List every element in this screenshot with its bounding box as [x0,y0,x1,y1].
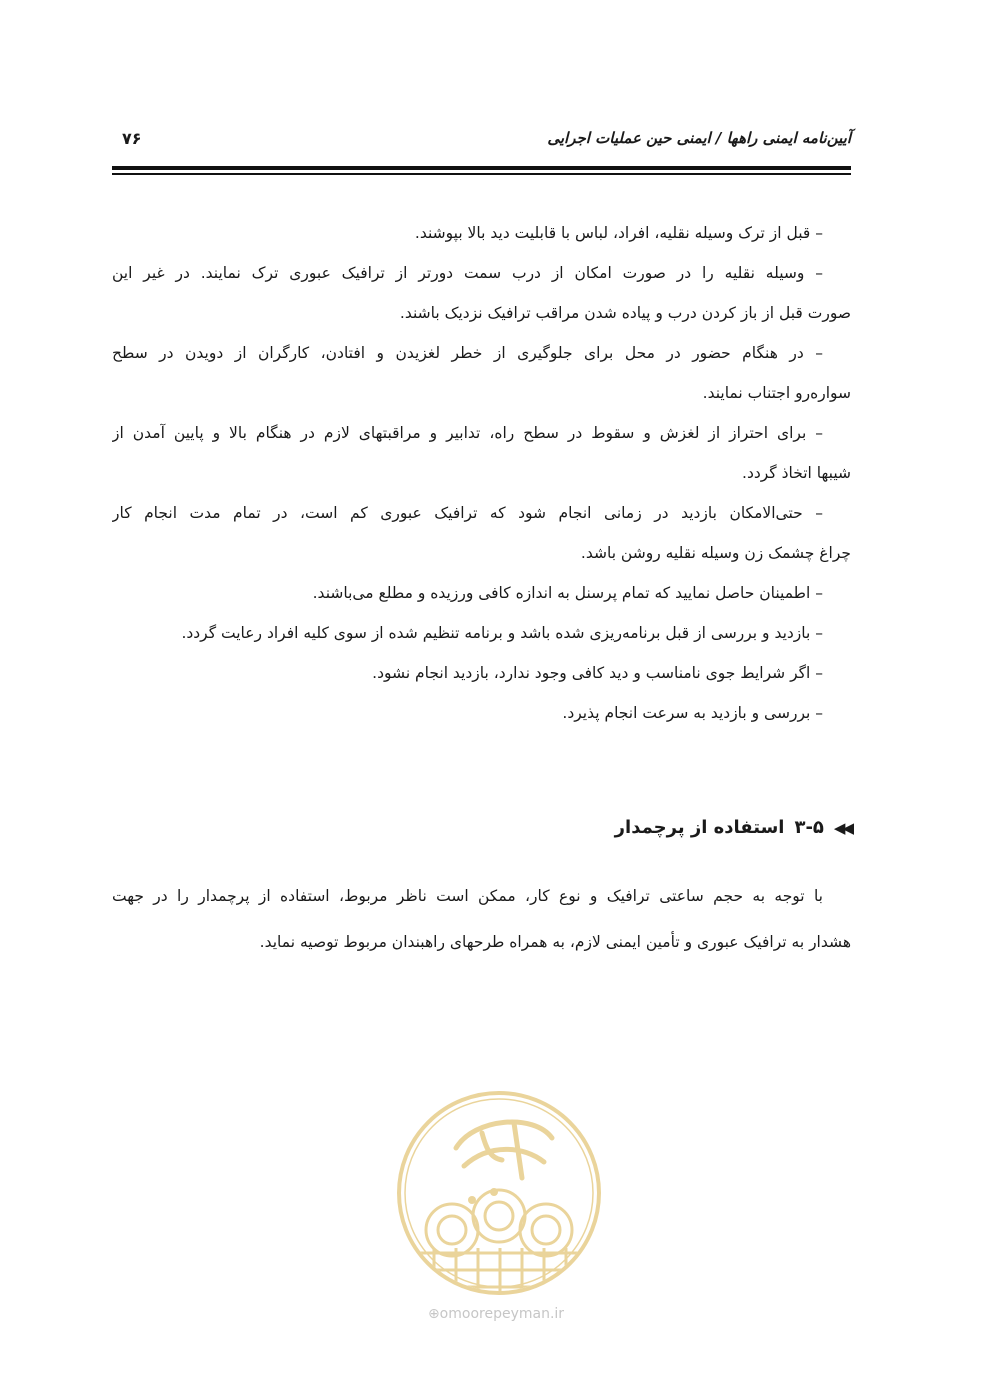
bullet-line: سواره‌رو اجتناب نمایند. [702,384,851,402]
bullet-item [112,413,851,493]
watermark-text: ⊕omoorepeyman.ir [427,1306,565,1322]
bullet-line: – قبل از ترک وسیله نقلیه، افراد، لباس با قابلیت دید بالا بپوشند. [414,224,823,242]
bullet-line: – اگر شرایط جوی نامناسب و دید کافی وجود ندارد، بازدید انجام نشود. [372,664,823,682]
bullet-line: چراغ چشمک زن وسیله نقلیه روشن باشد. [580,544,851,562]
header-rule-thin [112,173,851,175]
bullet-line: – در هنگام حضور در محل برای جلوگیری از خطر لغزیدن و افتادن، کارگران از دویدن در سطح [112,344,823,362]
bullet-line: شیبها اتخاذ گردد. [742,464,851,482]
bullet-item [112,333,851,413]
section-heading [615,817,851,838]
bullet-item [112,613,851,653]
page-number: ۷۶ [122,129,142,148]
double-arrow-icon: ◀◀ [833,818,851,837]
bullet-line: – بررسی و بازدید به سرعت انجام پذیرد. [562,704,823,722]
bullet-item [112,253,851,333]
bullet-list [112,213,851,733]
paragraph-line: هشدار به ترافیک عبوری و تأمین ایمنی لازم، به همراه طرحهای راهبندان مربوط توصیه نماید. [259,933,851,951]
bullet-item [112,693,851,733]
running-title: آیین‌نامه ایمنی راهها / ایمنی حین عملیات اجرایی [547,129,851,147]
page-header [112,125,851,165]
bullet-item [112,653,851,693]
bullet-item [112,573,851,613]
paragraph-line: با توجه به حجم ساعتی ترافیک و نوع کار، ممکن است ناظر مربوط، استفاده از پرچمدار را در جهت [112,887,823,905]
bullet-line: – حتی‌الامکان بازدید در زمانی انجام شود که ترافیک عبوری کم است، در تمام مدت انجام کار [112,504,823,522]
bullet-line: – بازدید و بررسی از قبل برنامه‌ریزی شده باشد و برنامه تنظیم شده از سوی کلیه افراد رعایت گردد. [181,624,823,642]
bullet-item [112,213,851,253]
bullet-line: – اطمینان حاصل نمایید که تمام پرسنل به اندازه کافی ورزیده و مطلع می‌باشند. [312,584,823,602]
bullet-line: – وسیله نقلیه را در صورت امکان از درب سمت دورتر از ترافیک عبوری ترک نمایند. در غیر این [112,264,823,282]
section-title: استفاده از پرچمدار [614,817,785,838]
section-number: ۳-۵ [794,817,824,838]
bullet-line: – برای احتراز از لغزش و سقوط در سطح راه، تدابیر و مراقبتهای لازم در هنگام بالا و پایین آمدن از [112,424,823,442]
globe-icon: ⊕ [427,1306,440,1322]
header-rule-thick [112,166,851,170]
section-paragraph [112,873,851,965]
bullet-line: صورت قبل از باز کردن درب و پیاده شدن مراقب ترافیک نزدیک باشند. [399,304,851,322]
bullet-item [112,493,851,573]
omoorepeyman-seal-logo-icon [394,1088,604,1298]
